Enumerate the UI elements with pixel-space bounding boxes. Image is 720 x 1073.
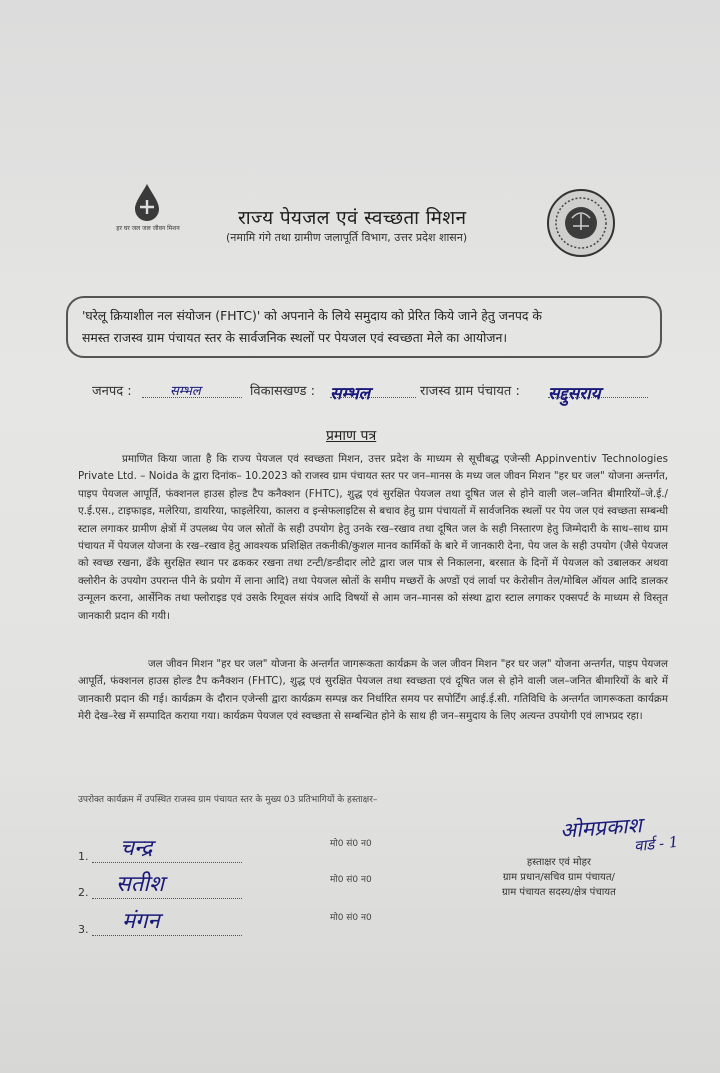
participant-row-1 bbox=[78, 832, 242, 863]
block-value: सम्भल bbox=[330, 384, 371, 404]
signature-field bbox=[92, 905, 242, 936]
logo-caption: हर घर जल जल जीवन मिशन bbox=[116, 225, 180, 232]
jal-jeevan-logo bbox=[116, 183, 180, 258]
title-banner bbox=[66, 296, 662, 358]
paragraph-1-text: प्रमाणित किया जाता है कि राज्य पेयजल एवं स्वच्छता मिशन, उत्तर प्रदेश के माध्यम से सूचीबद्ध एजेन्सी Appinventiv Technologies Private Ltd. – Noida के द्वारा दिनांक– 10.2023 को राजस्व ग्राम पंचायत स्तर पर जन–मानस के मध्य जल जीवन मिशन "हर घर जल" योजना अन्तर्गत, पाइप पेयजल आपूर्ति, फंक्शनल हाउस होल्ड टैप कनैक्शन (FHTC), शुद्ध एवं सुरक्षित पेयजल तथा दूषित जल से होने वाली जल–जनित बीमारियों–जे.ई./ए.ई.एस., टाइफाइड, मलेरिया, डायरिया, फाइलेरिया, कालरा व इन्सेफलाइटिस से बचाव हेतु ग्राम पंचायतों में सार्वजनिक स्थलों पर पेय जल एवं स्वच्छता सम्बन्धी स्टाल लगाकर ग्रामीण क्षेत्रों में उपलब्ध पेय जल स्रोतों के सही उपयोग हेतु उनके रख–रखाव तथा दूषित जल के सही निस्तारण हेतु जिम्मेदारी के साथ–साथ ग्राम पंचायत में पेयजल योजना के रख–रखाव हेतु आवश्यक प्रशिक्षित तकनीकी/कुशल मानव कार्मिकों के बारे में जानकारी देना, पेय जल के सही उपयोग (जैसे पेयजल को स्वच्छ रखना, ढँके सुरक्षित स्थान पर ढककर रखना तथा टन्टी/डन्डीदार लोटे द्वारा जल पात्र से निकालना, बरसात के दिनों में पेयजल को उबालकर अथवा क्लोरीन के उपयोग उपरान्त पीने के प्रयोग में लाना आदि) तथा पेयजल स्रोतों के समीप मच्छरों के अण्डों एवं लार्वा पर केरोसीन तेल/मोबिल ऑयल आदि डालकर उन्मूलन करना, आर्सेनिक तथा फ्लोराइड एवं उसके रिमूवल संयंत्र आदि विषयों से आम जन–मानस को संस्था द्वारा स्टाल लगाकर एक्सपर्ट के माध्यम से विस्तृत जानकारी प्रदान की गयी। bbox=[78, 453, 668, 622]
mobile-label: मो0 सं0 न0 bbox=[330, 913, 372, 923]
panchayat-field bbox=[548, 381, 648, 404]
block-label: विकासखण्ड : bbox=[250, 384, 316, 399]
district-value: सम्भल bbox=[170, 384, 201, 399]
ward-note: वार्ड - 1 bbox=[633, 832, 680, 856]
participant-number: 2. bbox=[78, 886, 89, 899]
page-title: राज्य पेयजल एवं स्वच्छता मिशन bbox=[238, 207, 467, 229]
signatory-line-1: हस्ताक्षर एवं मोहर bbox=[526, 857, 591, 868]
banner-line-1: 'घरेलू क्रियाशील नल संयोजन (FHTC)' को अपनाने के लिये समुदाय को प्रेरित किये जाने हेतु जनपद के bbox=[82, 308, 542, 323]
banner-line-2: समस्त राजस्व ग्राम पंचायत स्तर के सार्वजनिक स्थलों पर पेयजल एवं स्वच्छता मेले का आयोजन। bbox=[82, 330, 508, 345]
participant-number: 1. bbox=[78, 850, 89, 863]
certificate-heading: प्रमाण पत्र bbox=[326, 428, 377, 444]
mobile-label: मो0 सं0 न0 bbox=[330, 875, 372, 885]
participant-row-3 bbox=[78, 905, 242, 936]
mobile-label: मो0 सं0 न0 bbox=[330, 839, 372, 849]
block-field bbox=[330, 381, 416, 404]
signatory-line-2: ग्राम प्रधान/सचिव ग्राम पंचायत/ bbox=[502, 872, 615, 883]
participant-signature: चन्द्र bbox=[120, 836, 153, 861]
paragraph-2-text: जल जीवन मिशन "हर घर जल" योजना के अन्तर्गत जागरूकता कार्यक्रम के जल जीवन मिशन "हर घर जल" योजना अन्तर्गत, पाइप पेयजल आपूर्ति, फंक्शनल हाउस होल्ड टैप कनैक्शन (FHTC), शुद्ध एवं सुरक्षित पेयजल तथा स्वच्छता एवं दूषित जल से होने वाली जल–जनित बीमारियों के बारे में जानकारी प्रदान की गई। कार्यक्रम के दौरान एजेन्सी द्वारा कार्यक्रम सम्पन्न कर निर्धारित समय पर सपोर्टिंग आई.ई.सी. गतिविधि के अन्तर्गत जागरूकता कार्यक्रम मेरी देख–रेख में सम्पादित कराया गया। कार्यक्रम पेयजल एवं स्वच्छता से सम्बन्धित होने के साथ ही जन–समुदाय के लिए अत्यन्त उपयोगी एवं लाभप्रद रहा। bbox=[78, 658, 668, 723]
panchayat-label: राजस्व ग्राम पंचायत : bbox=[420, 384, 520, 399]
water-drop-icon bbox=[132, 183, 162, 221]
signatory-line-3: ग्राम पंचायत सदस्य/क्षेत्र पंचायत bbox=[502, 887, 616, 898]
signatory-block bbox=[502, 855, 616, 900]
signature-field bbox=[92, 868, 242, 899]
participant-signature: सतीश bbox=[116, 872, 165, 897]
participants-intro: उपरोक्त कार्यक्रम में उपस्थित राजस्व ग्राम पंचायत स्तर के मुख्य 03 प्रतिभागियों के हस्ताक्षर– bbox=[78, 795, 378, 805]
participant-signature: मंगन bbox=[122, 909, 160, 934]
participant-number: 3. bbox=[78, 923, 89, 936]
certificate-paragraph-2 bbox=[78, 656, 668, 726]
page-subtitle: (नमामि गंगे तथा ग्रामीण जलापूर्ति विभाग, उत्तर प्रदेश शासन) bbox=[226, 231, 468, 244]
participant-row-2 bbox=[78, 868, 242, 899]
pradhan-signature: ओमप्रकाश bbox=[559, 813, 643, 843]
certificate-paragraph-1 bbox=[78, 451, 668, 625]
district-label: जनपद : bbox=[92, 384, 132, 399]
up-government-emblem-icon bbox=[546, 188, 616, 258]
signature-field bbox=[92, 832, 242, 863]
district-field bbox=[142, 381, 242, 398]
panchayat-value: सद्दुसराय bbox=[548, 384, 601, 404]
